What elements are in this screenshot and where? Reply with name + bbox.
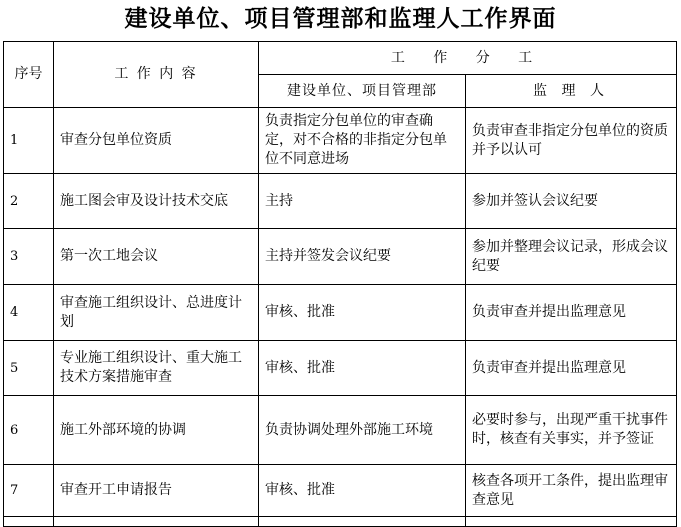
- row-owner-duty: 主持并签发会议纪要: [259, 229, 466, 285]
- row-content: 施工图会审及设计技术交底: [54, 174, 259, 229]
- row-owner-duty: 审核、批准: [259, 285, 466, 341]
- row-content: 第一次工地会议: [54, 229, 259, 285]
- row-supervisor-duty: 负责审查非指定分包单位的资质并予以认可: [466, 108, 677, 174]
- table-row: [4, 285, 677, 341]
- table-row-partial: [4, 517, 677, 527]
- table-row: [4, 174, 677, 229]
- header-supervisor: 监 理 人: [466, 75, 677, 108]
- row-supervisor-duty: 负责审查并提出监理意见: [466, 285, 677, 341]
- row-cut-cell: [466, 517, 677, 527]
- row-supervisor-duty: 参加并整理会议记录，形成会议纪要: [466, 229, 677, 285]
- header-work-division: 工 作 分 工: [259, 42, 677, 75]
- row-index: 1: [4, 108, 54, 174]
- row-index: 3: [4, 229, 54, 285]
- row-supervisor-duty: 参加并签认会议纪要: [466, 174, 677, 229]
- header-work-content: 工 作 内 容: [54, 42, 259, 108]
- table-row: [4, 229, 677, 285]
- header-owner: 建设单位、项目管理部: [259, 75, 466, 108]
- row-cut-cell: [4, 517, 54, 527]
- row-owner-duty: 主持: [259, 174, 466, 229]
- document-title: 建设单位、项目管理部和监理人工作界面: [124, 5, 557, 32]
- row-content: 审查分包单位资质: [54, 108, 259, 174]
- table-body: [4, 108, 677, 527]
- row-supervisor-duty: 核查各项开工条件，提出监理审查意见: [466, 465, 677, 517]
- header-index: 序号: [4, 42, 54, 108]
- row-supervisor-duty: 负责审查并提出监理意见: [466, 341, 677, 396]
- table-row: [4, 465, 677, 517]
- row-index: 4: [4, 285, 54, 341]
- row-cut-cell: [54, 517, 259, 527]
- table-row: [4, 108, 677, 174]
- row-content: 专业施工组织设计、重大施工技术方案措施审查: [54, 341, 259, 396]
- table-row: [4, 341, 677, 396]
- row-owner-duty: 负责协调处理外部施工环境: [259, 396, 466, 465]
- table-header: [4, 42, 677, 108]
- row-supervisor-duty: 必要时参与，出现严重干扰事件时，核查有关事实，并予签证: [466, 396, 677, 465]
- row-index: 7: [4, 465, 54, 517]
- row-owner-duty: 审核、批准: [259, 341, 466, 396]
- row-index: 5: [4, 341, 54, 396]
- row-content: 施工外部环境的协调: [54, 396, 259, 465]
- row-cut-cell: [259, 517, 466, 527]
- row-owner-duty: 审核、批准: [259, 465, 466, 517]
- header-row-top: [4, 42, 677, 75]
- work-interface-table: [3, 41, 677, 527]
- row-content: 审查施工组织设计、总进度计划: [54, 285, 259, 341]
- row-content: 审查开工申请报告: [54, 465, 259, 517]
- table-row: [4, 396, 677, 465]
- row-index: 2: [4, 174, 54, 229]
- row-owner-duty: 负责指定分包单位的审查确定，对不合格的非指定分包单位不同意进场: [259, 108, 466, 174]
- row-index: 6: [4, 396, 54, 465]
